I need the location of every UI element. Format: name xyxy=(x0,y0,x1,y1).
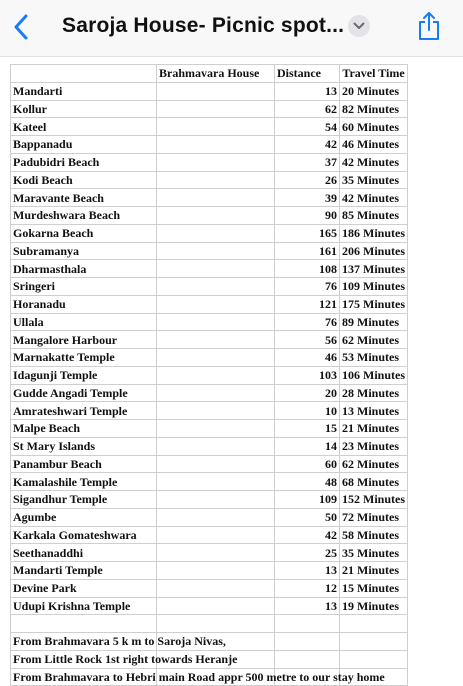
empty-cell[interactable] xyxy=(157,544,275,562)
table-row xyxy=(11,313,408,331)
distance-cell[interactable]: 13 xyxy=(275,82,340,100)
place-cell[interactable]: Kateel xyxy=(11,118,157,136)
note-text: From Little Rock 1st right towards Heranje xyxy=(13,651,238,666)
table-row xyxy=(11,82,408,100)
empty-cell[interactable] xyxy=(157,384,275,402)
table-row xyxy=(11,544,408,562)
travel-time-cell[interactable]: 23 Minutes xyxy=(340,437,408,455)
distance-cell[interactable]: 48 xyxy=(275,473,340,491)
empty-cell[interactable] xyxy=(340,633,408,651)
empty-cell[interactable] xyxy=(157,82,275,100)
table-row xyxy=(11,260,408,278)
travel-time-cell[interactable]: 13 Minutes xyxy=(340,402,408,420)
distance-cell[interactable]: 42 xyxy=(275,526,340,544)
header-cell-distance[interactable]: Distance xyxy=(275,65,340,83)
empty-cell[interactable] xyxy=(157,437,275,455)
place-cell[interactable]: Karkala Gomateshwara xyxy=(11,526,157,544)
travel-time-cell[interactable]: 20 Minutes xyxy=(340,82,408,100)
distance-cell[interactable]: 25 xyxy=(275,544,340,562)
distance-cell[interactable]: 103 xyxy=(275,366,340,384)
place-cell[interactable]: Ullala xyxy=(11,313,157,331)
empty-cell[interactable] xyxy=(157,526,275,544)
distance-cell[interactable]: 46 xyxy=(275,349,340,367)
place-cell[interactable]: Bappanadu xyxy=(11,136,157,154)
place-cell[interactable]: Horanadu xyxy=(11,295,157,313)
empty-cell[interactable] xyxy=(157,136,275,154)
empty-cell[interactable] xyxy=(157,207,275,225)
distance-cell[interactable]: 121 xyxy=(275,295,340,313)
empty-cell[interactable] xyxy=(157,615,275,633)
distance-cell[interactable]: 161 xyxy=(275,242,340,260)
place-cell[interactable]: Gokarna Beach xyxy=(11,224,157,242)
place-cell[interactable]: Kollur xyxy=(11,100,157,118)
place-cell[interactable]: Dharmasthala xyxy=(11,260,157,278)
empty-cell[interactable] xyxy=(157,597,275,615)
empty-cell[interactable] xyxy=(157,278,275,296)
place-cell[interactable]: Kamalashile Temple xyxy=(11,473,157,491)
table-row xyxy=(11,331,408,349)
table-row xyxy=(11,473,408,491)
table-row xyxy=(11,366,408,384)
table-row xyxy=(11,455,408,473)
empty-cell[interactable] xyxy=(157,473,275,491)
note-row xyxy=(11,650,408,668)
note-row xyxy=(11,633,408,651)
table-row xyxy=(11,562,408,580)
travel-time-cell[interactable]: 175 Minutes xyxy=(340,295,408,313)
document-title: Saroja House- Picnic spot... xyxy=(62,14,345,37)
table-row xyxy=(11,189,408,207)
travel-time-cell[interactable]: 206 Minutes xyxy=(340,242,408,260)
distance-cell[interactable]: 90 xyxy=(275,207,340,225)
table-row xyxy=(11,437,408,455)
travel-time-cell[interactable]: 35 Minutes xyxy=(340,544,408,562)
header-cell-place[interactable] xyxy=(11,65,157,83)
empty-cell[interactable] xyxy=(275,615,340,633)
place-cell[interactable]: Mandarti xyxy=(11,82,157,100)
empty-cell[interactable] xyxy=(157,242,275,260)
travel-time-cell[interactable]: 68 Minutes xyxy=(340,473,408,491)
travel-time-cell[interactable]: 137 Minutes xyxy=(340,260,408,278)
place-cell[interactable]: St Mary Islands xyxy=(11,437,157,455)
place-cell[interactable]: Devine Park xyxy=(11,579,157,597)
blank-row xyxy=(11,615,408,633)
distance-cell[interactable]: 13 xyxy=(275,562,340,580)
distance-cell[interactable]: 14 xyxy=(275,437,340,455)
empty-cell[interactable] xyxy=(157,491,275,509)
travel-time-cell[interactable]: 89 Minutes xyxy=(340,313,408,331)
place-cell[interactable]: Panambur Beach xyxy=(11,455,157,473)
empty-cell[interactable] xyxy=(340,615,408,633)
travel-time-cell[interactable]: 106 Minutes xyxy=(340,366,408,384)
note-row xyxy=(11,668,408,686)
table-row xyxy=(11,242,408,260)
empty-cell[interactable] xyxy=(157,224,275,242)
place-cell[interactable]: Maravante Beach xyxy=(11,189,157,207)
note-cell[interactable] xyxy=(11,633,226,651)
travel-time-cell[interactable]: 46 Minutes xyxy=(340,136,408,154)
travel-time-cell[interactable]: 21 Minutes xyxy=(340,420,408,438)
travel-time-cell[interactable]: 82 Minutes xyxy=(340,100,408,118)
empty-cell[interactable] xyxy=(157,331,275,349)
distance-cell[interactable]: 54 xyxy=(275,118,340,136)
place-cell[interactable]: Marnakatte Temple xyxy=(11,349,157,367)
empty-cell[interactable] xyxy=(157,402,275,420)
navigation-bar xyxy=(0,0,463,57)
travel-time-cell[interactable]: 186 Minutes xyxy=(340,224,408,242)
travel-time-cell[interactable]: 15 Minutes xyxy=(340,579,408,597)
distance-cell[interactable]: 62 xyxy=(275,100,340,118)
table-row xyxy=(11,349,408,367)
distance-cell[interactable]: 13 xyxy=(275,597,340,615)
place-cell[interactable]: Seethanaddhi xyxy=(11,544,157,562)
note-cell[interactable] xyxy=(11,650,238,668)
header-cell-travel-time[interactable]: Travel Time xyxy=(340,65,408,83)
place-cell[interactable]: Mangalore Harbour xyxy=(11,331,157,349)
distance-cell[interactable]: 26 xyxy=(275,171,340,189)
distance-cell[interactable]: 76 xyxy=(275,313,340,331)
note-cell[interactable] xyxy=(11,668,385,686)
empty-cell[interactable] xyxy=(275,650,340,668)
travel-time-cell[interactable]: 62 Minutes xyxy=(340,455,408,473)
table-row xyxy=(11,384,408,402)
distance-table xyxy=(10,64,408,686)
travel-time-cell[interactable]: 42 Minutes xyxy=(340,189,408,207)
table-row xyxy=(11,597,408,615)
table-row xyxy=(11,207,408,225)
travel-time-cell[interactable]: 19 Minutes xyxy=(340,597,408,615)
empty-cell[interactable] xyxy=(157,455,275,473)
distance-cell[interactable]: 76 xyxy=(275,278,340,296)
empty-cell[interactable] xyxy=(275,633,340,651)
travel-time-cell[interactable]: 60 Minutes xyxy=(340,118,408,136)
empty-cell[interactable] xyxy=(340,650,408,668)
travel-time-cell[interactable]: 152 Minutes xyxy=(340,491,408,509)
chevron-left-icon xyxy=(13,14,29,40)
empty-cell[interactable] xyxy=(157,153,275,171)
table-row xyxy=(11,526,408,544)
table-row xyxy=(11,100,408,118)
empty-cell[interactable] xyxy=(157,366,275,384)
distance-cell[interactable]: 42 xyxy=(275,136,340,154)
travel-time-cell[interactable]: 21 Minutes xyxy=(340,562,408,580)
table-row xyxy=(11,118,408,136)
empty-cell[interactable] xyxy=(157,295,275,313)
empty-cell[interactable] xyxy=(157,420,275,438)
header-row xyxy=(11,65,408,83)
place-cell[interactable]: Murdeshwara Beach xyxy=(11,207,157,225)
empty-cell[interactable] xyxy=(157,189,275,207)
table-row xyxy=(11,171,408,189)
place-cell[interactable]: Kodi Beach xyxy=(11,171,157,189)
distance-cell[interactable]: 165 xyxy=(275,224,340,242)
table-row xyxy=(11,420,408,438)
distance-cell[interactable]: 15 xyxy=(275,420,340,438)
travel-time-cell[interactable]: 42 Minutes xyxy=(340,153,408,171)
distance-cell[interactable]: 56 xyxy=(275,331,340,349)
place-cell[interactable]: Agumbe xyxy=(11,508,157,526)
note-text: From Brahmavara 5 k m to Saroja Nivas, xyxy=(13,634,226,648)
table-row xyxy=(11,278,408,296)
empty-cell[interactable] xyxy=(157,171,275,189)
travel-time-cell[interactable]: 72 Minutes xyxy=(340,508,408,526)
distance-cell[interactable]: 50 xyxy=(275,508,340,526)
travel-time-cell[interactable]: 58 Minutes xyxy=(340,526,408,544)
table-row xyxy=(11,295,408,313)
place-cell[interactable]: Idagunji Temple xyxy=(11,366,157,384)
share-icon xyxy=(417,11,441,41)
distance-cell[interactable]: 37 xyxy=(275,153,340,171)
title-menu-button[interactable] xyxy=(348,15,370,37)
table-row xyxy=(11,224,408,242)
distance-cell[interactable]: 20 xyxy=(275,384,340,402)
empty-cell[interactable] xyxy=(157,508,275,526)
place-cell[interactable]: Udupi Krishna Temple xyxy=(11,597,157,615)
chevron-down-icon xyxy=(353,22,365,30)
table-row xyxy=(11,136,408,154)
travel-time-cell[interactable]: 109 Minutes xyxy=(340,278,408,296)
empty-cell[interactable] xyxy=(157,349,275,367)
place-cell[interactable]: Mandarti Temple xyxy=(11,562,157,580)
travel-time-cell[interactable]: 53 Minutes xyxy=(340,349,408,367)
table-row xyxy=(11,402,408,420)
empty-cell[interactable] xyxy=(157,118,275,136)
place-cell[interactable]: Sringeri xyxy=(11,278,157,296)
empty-cell[interactable] xyxy=(157,100,275,118)
back-button[interactable] xyxy=(8,12,34,42)
distance-cell[interactable]: 60 xyxy=(275,455,340,473)
empty-cell[interactable] xyxy=(11,615,157,633)
empty-cell[interactable] xyxy=(157,313,275,331)
table-row xyxy=(11,153,408,171)
distance-cell[interactable]: 39 xyxy=(275,189,340,207)
place-cell[interactable]: Amrateshwari Temple xyxy=(11,402,157,420)
travel-time-cell[interactable]: 35 Minutes xyxy=(340,171,408,189)
travel-time-cell[interactable]: 28 Minutes xyxy=(340,384,408,402)
place-cell[interactable]: Padubidri Beach xyxy=(11,153,157,171)
distance-cell[interactable]: 108 xyxy=(275,260,340,278)
distance-cell[interactable]: 10 xyxy=(275,402,340,420)
place-cell[interactable]: Sigandhur Temple xyxy=(11,491,157,509)
header-cell-brahmavara-house[interactable]: Brahmavara House xyxy=(157,65,275,83)
distance-cell[interactable]: 12 xyxy=(275,579,340,597)
place-cell[interactable]: Subramanya xyxy=(11,242,157,260)
travel-time-cell[interactable]: 62 Minutes xyxy=(340,331,408,349)
empty-cell[interactable] xyxy=(157,260,275,278)
note-text: From Brahmavara to Hebri main Road appr 500 metre to our stay home xyxy=(13,669,385,684)
empty-cell[interactable] xyxy=(157,579,275,597)
travel-time-cell[interactable]: 85 Minutes xyxy=(340,207,408,225)
table-row xyxy=(11,579,408,597)
share-button[interactable] xyxy=(416,10,442,42)
place-cell[interactable]: Malpe Beach xyxy=(11,420,157,438)
place-cell[interactable]: Gudde Angadi Temple xyxy=(11,384,157,402)
table-row xyxy=(11,491,408,509)
distance-cell[interactable]: 109 xyxy=(275,491,340,509)
table-row xyxy=(11,508,408,526)
empty-cell[interactable] xyxy=(157,562,275,580)
spreadsheet xyxy=(10,64,408,686)
